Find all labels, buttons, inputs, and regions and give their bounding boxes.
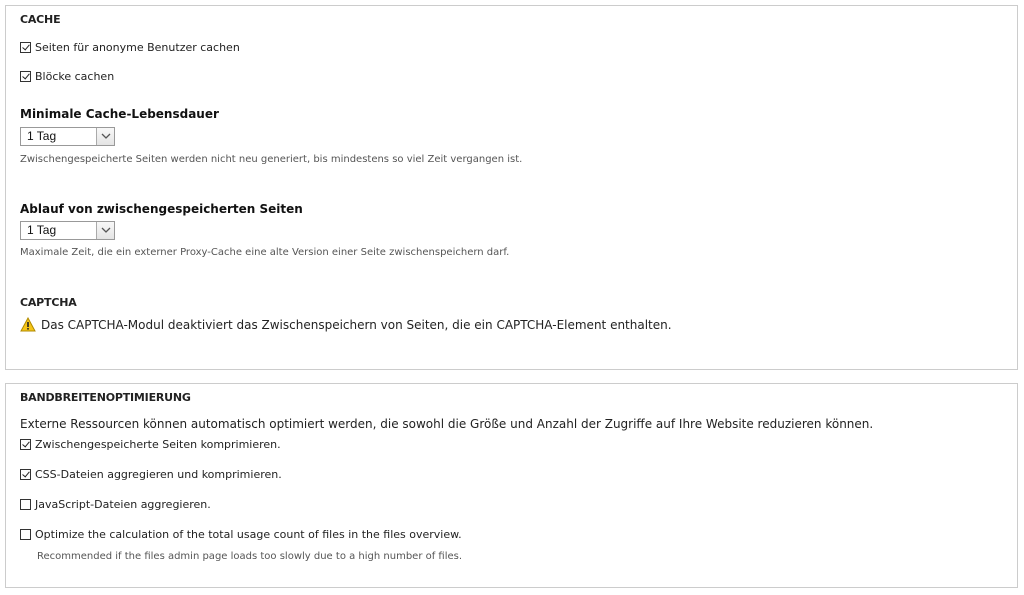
usage-row[interactable] [20,528,462,541]
cache-anon-row[interactable] [20,41,240,54]
css-checkbox[interactable] [20,469,31,480]
page-expiry-select[interactable] [20,221,115,240]
compress-row[interactable] [20,438,281,451]
cache-legend: CACHE [20,13,61,26]
captcha-message: Das CAPTCHA-Modul deaktiviert das Zwischenspeichern von Seiten, die ein CAPTCHA-Element enthalten. [41,317,672,332]
min-lifetime-label: Minimale Cache-Lebensdauer [20,107,219,121]
usage-label[interactable]: Optimize the calculation of the total usage count of files in the files overview. [35,528,462,541]
chevron-down-icon[interactable] [96,222,114,239]
warning-icon [20,317,36,332]
page-expiry-value[interactable]: 1 Tag [27,223,57,237]
bandwidth-intro: Externe Ressourcen können automatisch optimiert werden, die sowohl die Größe und Anzahl der Zugriffe auf Ihre Website reduzieren können. [20,417,874,431]
page-expiry-description: Maximale Zeit, die ein externer Proxy-Cache eine alte Version einer Seite zwischenspeichern darf. [20,247,510,258]
cache-anon-label[interactable]: Seiten für anonyme Benutzer cachen [35,41,240,54]
compress-label[interactable]: Zwischengespeicherte Seiten komprimieren. [35,438,281,451]
min-lifetime-value[interactable]: 1 Tag [27,129,57,143]
cache-blocks-label[interactable]: Blöcke cachen [35,70,115,83]
cache-blocks-checkbox[interactable] [20,71,31,82]
bandwidth-fieldset [5,383,1018,588]
js-label[interactable]: JavaScript-Dateien aggregieren. [35,498,211,511]
captcha-warning [20,317,672,332]
bandwidth-legend: BANDBREITENOPTIMIERUNG [20,391,191,404]
chevron-down-icon[interactable] [96,128,114,145]
cache-anon-checkbox[interactable] [20,42,31,53]
min-lifetime-description: Zwischengespeicherte Seiten werden nicht neu generiert, bis mindestens so viel Zeit vergangen ist. [20,154,523,165]
min-lifetime-select[interactable] [20,127,115,146]
css-row[interactable] [20,468,282,481]
js-checkbox[interactable] [20,499,31,510]
cache-blocks-row[interactable] [20,70,114,83]
js-row[interactable] [20,498,211,511]
compress-checkbox[interactable] [20,439,31,450]
css-label[interactable]: CSS-Dateien aggregieren und komprimieren. [35,468,282,481]
page-expiry-label: Ablauf von zwischengespeicherten Seiten [20,202,303,216]
cache-fieldset [5,5,1018,370]
captcha-title: CAPTCHA [20,296,77,309]
usage-description: Recommended if the files admin page loads too slowly due to a high number of files. [37,551,463,562]
usage-checkbox[interactable] [20,529,31,540]
